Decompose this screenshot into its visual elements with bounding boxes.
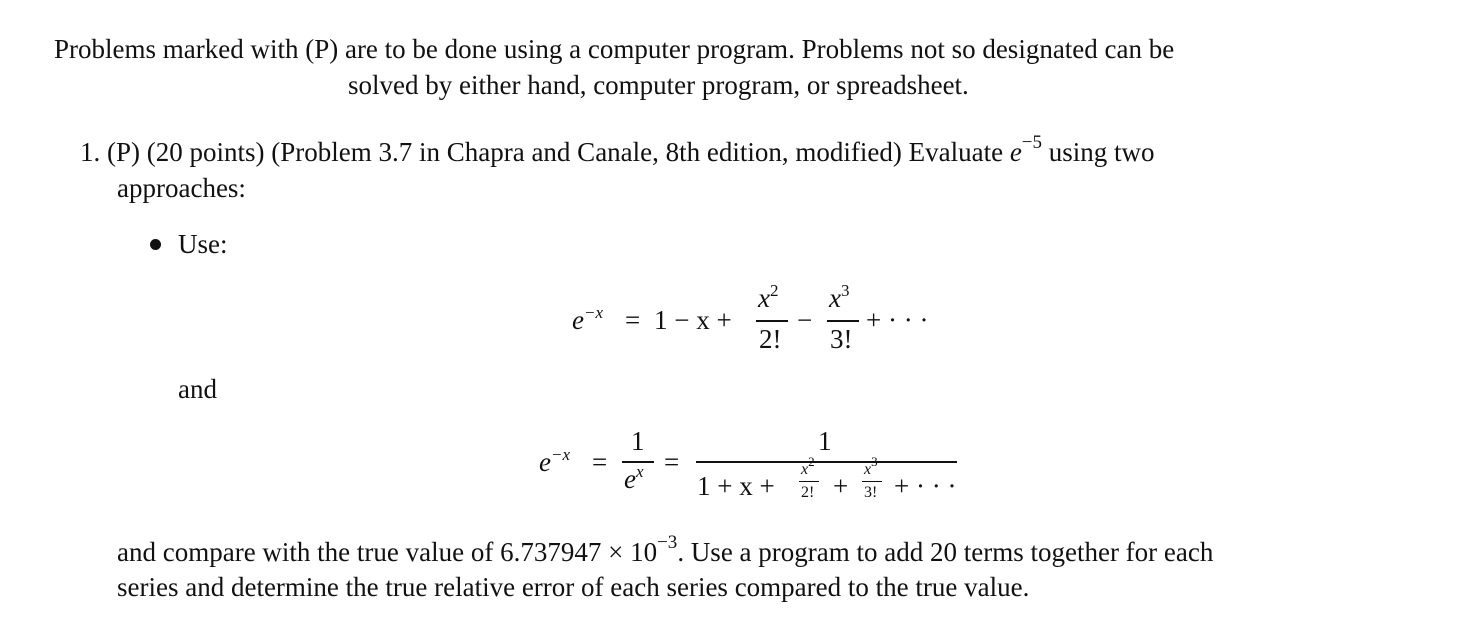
eq2-den-start: 1 + x + [697, 471, 775, 501]
eq2-den-tail: + · · · [894, 471, 957, 501]
eq2-equals-2: = [664, 447, 680, 477]
intro-line-2: solved by either hand, computer program, or spreadsheet. [348, 70, 969, 100]
eq2-frac1-den [624, 464, 644, 495]
closing-line-1 [117, 532, 1214, 568]
closing-line-2: series and determine the true relative error of each series compared to the true value. [117, 572, 1030, 602]
exp-base: e [1009, 137, 1022, 167]
problem-text: (P) (20 points) (Problem 3.7 in Chapra and Canale, 8th edition, modified) Evaluate [107, 137, 1004, 167]
eq1-lhs [572, 305, 603, 336]
eq2-den-frac2-bar [862, 481, 882, 482]
eq1-tail: + · · · [866, 305, 929, 335]
bullet-icon [150, 239, 161, 250]
eq2-den-plus: + [833, 471, 849, 501]
eq2-den-n2-exp: 3 [871, 454, 878, 469]
bullet-label: Use: [178, 229, 228, 259]
eq2-den-n1-base: x [801, 461, 809, 478]
eq2-frac1-den-base: e [624, 464, 636, 494]
problem-1-line-1 [80, 132, 1155, 168]
eq2-equals-1: = [592, 447, 608, 477]
problem-number: 1. [80, 137, 101, 167]
eq2-frac1-den-exp: x [635, 462, 644, 481]
problem-1-line-2: approaches: [117, 173, 246, 203]
eq1-lhs-base: e [572, 305, 584, 335]
eq2-den-d2: 3! [864, 484, 878, 501]
eq1-minus: − [797, 305, 813, 335]
and-word: and [178, 374, 217, 404]
eq1-terms: 1 − x + [654, 305, 732, 335]
eq1-frac1-bar [756, 320, 788, 322]
exp-power: −5 [1021, 132, 1043, 153]
eq1-num1-exp: 2 [769, 281, 779, 300]
eq1-frac2-bar [827, 320, 859, 322]
eq1-num1-base: x [758, 283, 770, 313]
eq1-num2-base: x [829, 283, 841, 313]
exp-expression [1009, 132, 1043, 167]
eq2-den-n2 [864, 454, 878, 479]
eq2-den-n1 [801, 454, 815, 479]
eq2-lhs-exp: −x [550, 445, 571, 464]
eq2-lhs [539, 447, 570, 478]
closing-text-b: . Use a program to add 20 terms together for each [677, 537, 1214, 567]
intro-line-1: Problems marked with (P) are to be done using a computer program. Problems not so designated can be [54, 34, 1175, 64]
eq1-den1: 2! [759, 324, 782, 354]
eq1-lhs-exp: −x [583, 303, 604, 322]
eq2-den-n1-exp: 2 [808, 454, 815, 469]
eq2-den-n2-base: x [864, 461, 872, 478]
eq2-den-d1: 2! [801, 484, 815, 501]
eq1-num2 [829, 283, 849, 314]
bullet-item-use [150, 229, 228, 260]
eq1-num1 [758, 283, 778, 314]
closing-text-a: and compare with the true value of 6.737947 × 10 [117, 537, 658, 567]
problem-text-tail: using two [1048, 137, 1155, 167]
eq1-num2-exp: 3 [840, 281, 850, 300]
eq1-den2: 3! [830, 324, 853, 354]
closing-exp: −3 [657, 532, 678, 553]
eq2-den-frac1-bar [799, 481, 819, 482]
eq2-lhs-base: e [539, 447, 551, 477]
eq2-frac2-num: 1 [818, 426, 832, 456]
eq1-equals: = [625, 305, 641, 335]
eq2-frac1-num: 1 [631, 426, 645, 456]
eq2-frac2-bar [696, 461, 957, 463]
